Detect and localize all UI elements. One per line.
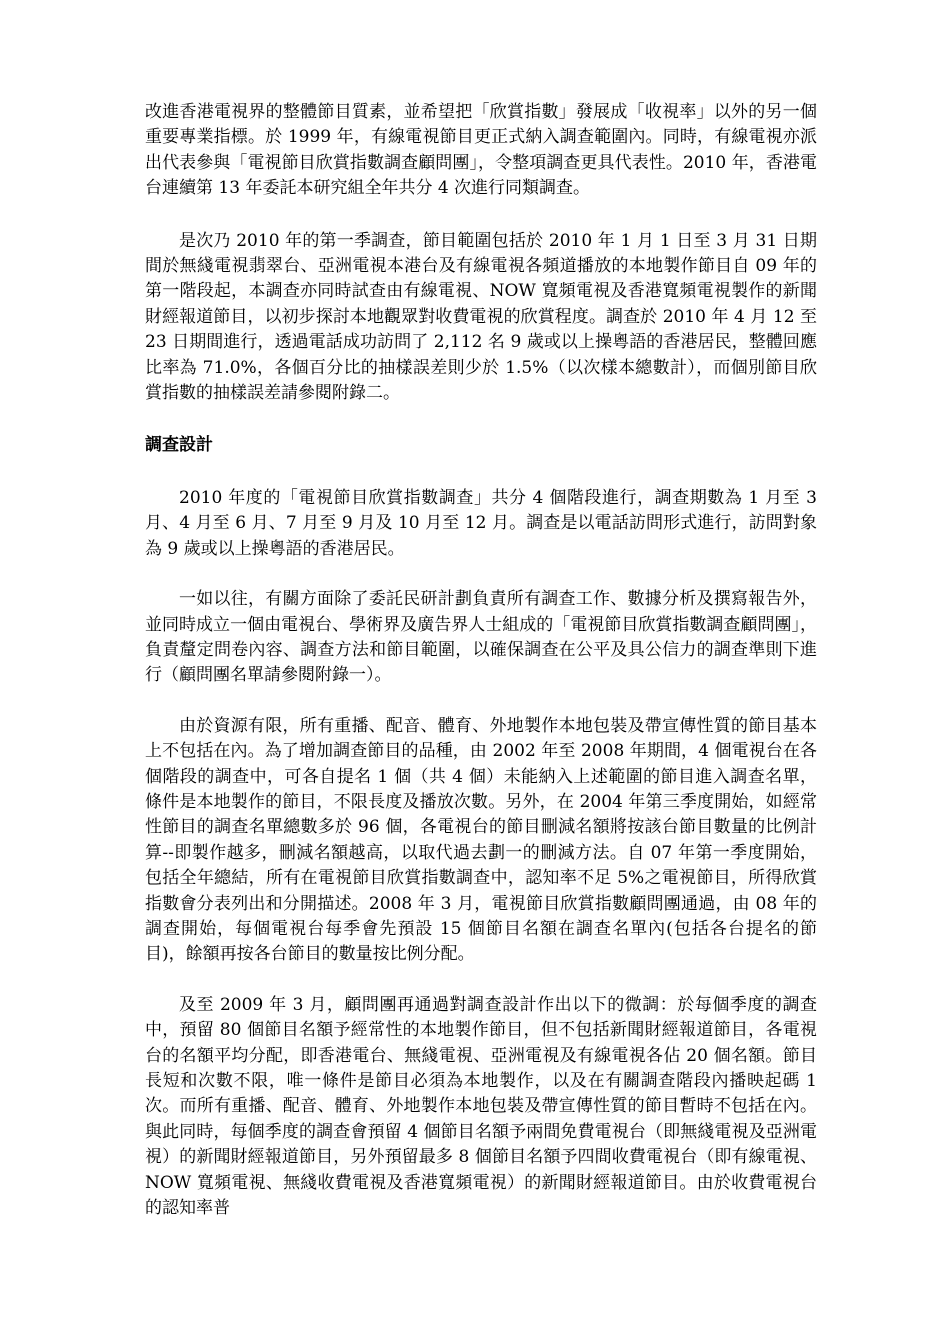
adjustments-2009-paragraph: 及至 2009 年 3 月，顧問團再通過對調查設計作出以下的微調：於每個季度的調查中，預留 80 個節目名額予經常性的本地製作節目，但不包括新聞財經報道節目，各電視台的名額平均分配，即香港電台、無綫電視、亞洲電視及有線電視各佔 20 個名額。節目長短和次數不限，唯一條件是節目必須為本地製作，以及在有關調查階段內播映起碼 1 次。而所有重播、配音、體育、外地製作本地包裝及帶宣傳性質的節目暫時不包括在內。與此同時，每個季度的調查會預留 4 個節目名額予兩間免費電視台（即無綫電視及亞洲電視）的新聞財經報道節目，另外預留最多 8 個節目名額予四間收費電視台（即有線電視、NOW 寬頻電視、無綫收費電視及香港寬頻電視）的新聞財經報道節目。由於收費電視台的認知率普 (145, 994, 817, 1219)
intro-continued-paragraph: 改進香港電視界的整體節目質素，並希望把「欣賞指數」發展成「收視率」以外的另一個重要專業指標。於 1999 年，有線電視節目更正式納入調查範圍內。同時，有線電視亦派出代表參與「電視節目欣賞指數調查顧問團」，令整項調查更具代表性。2010 年，香港電台連續第 13 年委託本研究組全年共分 4 次進行同類調查。 (145, 102, 817, 199)
section-heading-survey-design: 調查設計 (145, 435, 213, 456)
program-selection-paragraph: 由於資源有限，所有重播、配音、體育、外地製作本地包裝及帶宣傳性質的節目基本上不包括在內。為了增加調查節目的品種，由 2002 年至 2008 年期間，4 個電視台在各個階段的調查中，可各自提名 1 個（共 4 個）未能納入上述範圍的節目進入調查名單，條件是本地製作的節目，不限長度及播放次數。另外，在 2004 年第三季度開始，如經常性節目的調查名單總數多於 96 個，各電視台的節目刪減名額將按該台節目數量的比例計算--即製作越多，刪減名額越高，以取代過去劃一的刪減方法。自 07 年第一季度開始，包括全年總結，所有在電視節目欣賞指數調查中，認知率不足 5%之電視節目，所得欣賞指數會分表列出和分開描述。2008 年 3 月，電視節目欣賞指數顧問團通過，由 08 年的調查開始，每個電視台每季會先預設 15 個節目名額在調查名單內(包括各台提名的節目)，餘額再按各台節目的數量按比例分配。 (145, 715, 817, 965)
design-overview-paragraph: 2010 年度的「電視節目欣賞指數調查」共分 4 個階段進行，調查期數為 1 月至 3 月、4 月至 6 月、7 月至 9 月及 10 月至 12 月。調查是以電話訪問形式進行，訪問對象為 9 歲或以上操粵語的香港居民。 (145, 487, 817, 559)
survey-scope-paragraph: 是次乃 2010 年的第一季調查，節目範圍包括於 2010 年 1 月 1 日至 3 月 31 日期間於無綫電視翡翠台、亞洲電視本港台及有線電視各頻道播放的本地製作節目自 09 年的第一階段起，本調查亦同時試查由有線電視、NOW 寬頻電視及香港寬頻電視製作的新聞財經報道節目，以初步探討本地觀眾對收費電視的欣賞程度。調查於 2010 年 4 月 12 至 23 日期間進行，透過電話成功訪問了 2,112 名 9 歲或以上操粵語的香港居民，整體回應比率為 71.0%，各個百分比的抽樣誤差則少於 1.5%（以次樣本總數計），而個別節目欣賞指數的抽樣誤差請參閱附錄二。 (145, 230, 817, 404)
advisory-panel-paragraph: 一如以往，有關方面除了委託民研計劃負責所有調查工作、數據分析及撰寫報告外，並同時成立一個由電視台、學術界及廣告界人士組成的「電視節目欣賞指數調查顧問團」，負責釐定問卷內容、調查方法和節目範圍，以確保調查在公平及具公信力的調查準則下進行（顧問團名單請參閱附錄一）。 (145, 589, 817, 686)
document-page (145, 100, 817, 1221)
